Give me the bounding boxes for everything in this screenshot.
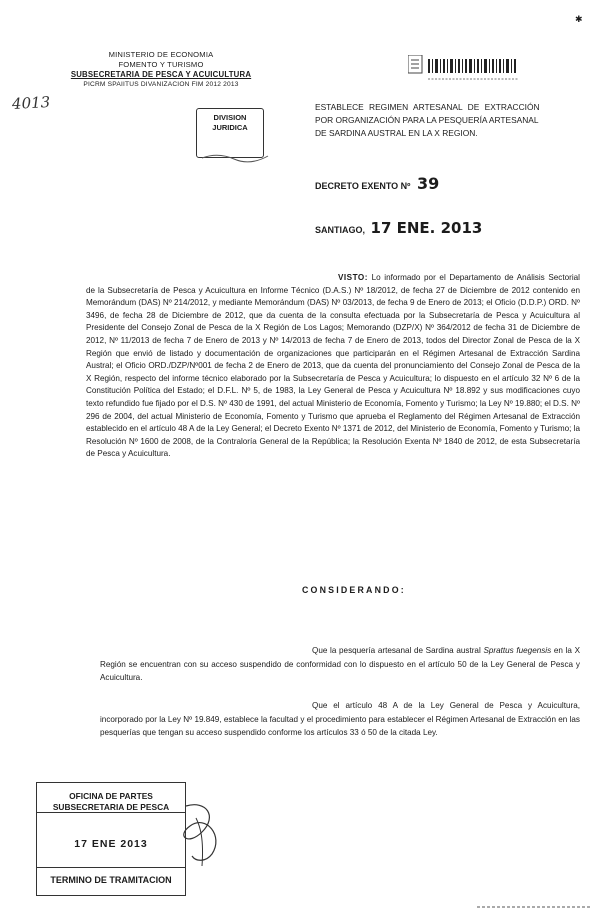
ministry-line: MINISTERIO DE ECONOMIA	[108, 50, 214, 59]
species-name: Sprattus fuegensis	[483, 646, 552, 655]
corner-mark: ✱	[575, 14, 583, 24]
stamp-seal-mark	[200, 150, 270, 166]
stamp-date: 17 ENE 2013	[74, 838, 148, 850]
stamp-divider	[37, 812, 185, 813]
visto-paragraph	[86, 272, 580, 461]
considerando-heading: CONSIDERANDO:	[302, 585, 406, 595]
ministry-line: FOMENTO Y TURISMO	[118, 60, 204, 69]
decree-label: DECRETO EXENTO Nº	[315, 181, 411, 191]
stamp-line: OFICINA DE PARTES	[69, 791, 153, 801]
stamp-divider	[37, 867, 185, 868]
p1-text-a: Que la pesquería artesanal de Sardina austral	[312, 646, 481, 655]
subject-line: POR ORGANIZACIÓN PARA LA PESQUERÍA ARTESANAL	[315, 115, 539, 125]
oficina-partes-stamp	[36, 782, 186, 896]
stamp-line: DIVISION	[213, 113, 247, 122]
handwritten-number: 4013	[11, 93, 51, 113]
stamp-line: TERMINO DE TRAMITACION	[50, 875, 172, 885]
ministry-header	[46, 50, 276, 90]
visto-text: Lo informado por el Departamento de Análisis Sectorial de la Subsecretaría de Pesca y Acuicultura en Informe Técnico (D.A.S.) Nº 18/2012, de fecha 27 de Diciembre de 2012 contenido en Memorándum (DAS) Nº 214/2012, y mediante Memorándum (DAS) Nº 03/2013, de fecha 9 de Enero de 2013; el Oficio (D.D.P.) ORD. Nº 3496, de fecha 28 de Diciembre de 2012, que da cuenta de la consulta efectuada por la Subsecretaría de Pesca y Acuicultura al Presidente del Consejo Zonal de Pesca de la X Región de Los Lagos; Memorando (DZP/X) Nº 364/2012 de fecha 31 de Diciembre de 2012, Nº 11/2013 de fecha 7 de Enero de 2013 y Nº 14/2013 de fecha 7 de Enero de 2013, todos del Director Zonal de Pesca de la X Región que envió de listado y documentación de organizaciones que participarán en el Régimen Artesanal de Extracción Sardina Austral; el Oficio ORD./DZP/Nº001 de fecha 2 de Enero de 2013, que da cuenta del pronunciamiento del Consejo Zonal de Pesca de la X Región, respecto del informe técnico elaborado por la Subsecretaría de Pesca y Acuicultura; lo dispuesto en el artículo 32 Nº 6 de la Constitución Política del Estado; el D.F.L. Nº 5, de 1983, la Ley General de Pesca y Acuicultura Nº 18.892 y sus modificaciones cuyo texto refundido fue fijado por el D.S. Nº 430 de 1991, del actual Ministerio de Economía, Fomento y Turismo; la Ley Nº 19.880; el D.S. Nº 296 de 2004, del actual Ministerio de Economía, Fomento y Turismo que aprueba el Reglamento del Régimen Artesanal de Extracción establecido en el artículo 48 A de la Ley General; el Decreto Exento Nº 1371 de 2012, del Ministerio de Economía, Fomento y Turismo; la Resolución Nº 1600 de 2008, de la Contraloría General de la República; la Resolución Exenta Nº 1840 de 2012, de esta Subsecretaría de Pesca y Acuicultura.	[86, 273, 580, 459]
bottom-scan-mark	[475, 903, 593, 911]
ministry-line: SUBSECRETARIA DE PESCA Y ACUICULTURA	[70, 70, 252, 79]
handwritten-signature	[166, 796, 238, 870]
decree-subject	[315, 101, 540, 140]
considerando-paragraph-1	[100, 644, 580, 685]
stamp-line: JURIDICA	[212, 123, 248, 132]
decree-date: 17 ENE. 2013	[370, 219, 483, 237]
considerando-paragraph-2	[100, 699, 580, 740]
barcode-icon	[408, 55, 538, 85]
stamp-line: SUBSECRETARIA DE PESCA	[52, 802, 170, 812]
ministry-line: PICRM SPAIITUS DIVANIZACION FIM 2012 2013	[83, 81, 239, 88]
place-label: SANTIAGO,	[315, 225, 366, 235]
decree-number-line	[315, 174, 439, 193]
p2-text: Que el artículo 48 A de la Ley General de Pesca y Acuicultura, incorporado por la Ley Nº 19.849, establece la facultad y el procedimiento para establecer el Régimen Artesanal de Extracción en las pesquerías que tengan su acceso suspendido conforme los artículos 33 ó 50 de la citada Ley.	[100, 701, 580, 737]
decree-date-line	[315, 219, 482, 237]
decree-number: 39	[417, 174, 440, 193]
visto-label: VISTO:	[338, 273, 368, 282]
subject-line: DE SARDINA AUSTRAL EN LA X REGION.	[315, 128, 478, 138]
subject-line: ESTABLECE REGIMEN ARTESANAL DE EXTRACCIÓN	[315, 102, 540, 112]
p1-text-b: en la X Región se encuentran con su acceso suspendido de conformidad con lo dispuesto en el artículo 50 de la Ley General de Pesca y Acuicultura.	[100, 646, 580, 682]
